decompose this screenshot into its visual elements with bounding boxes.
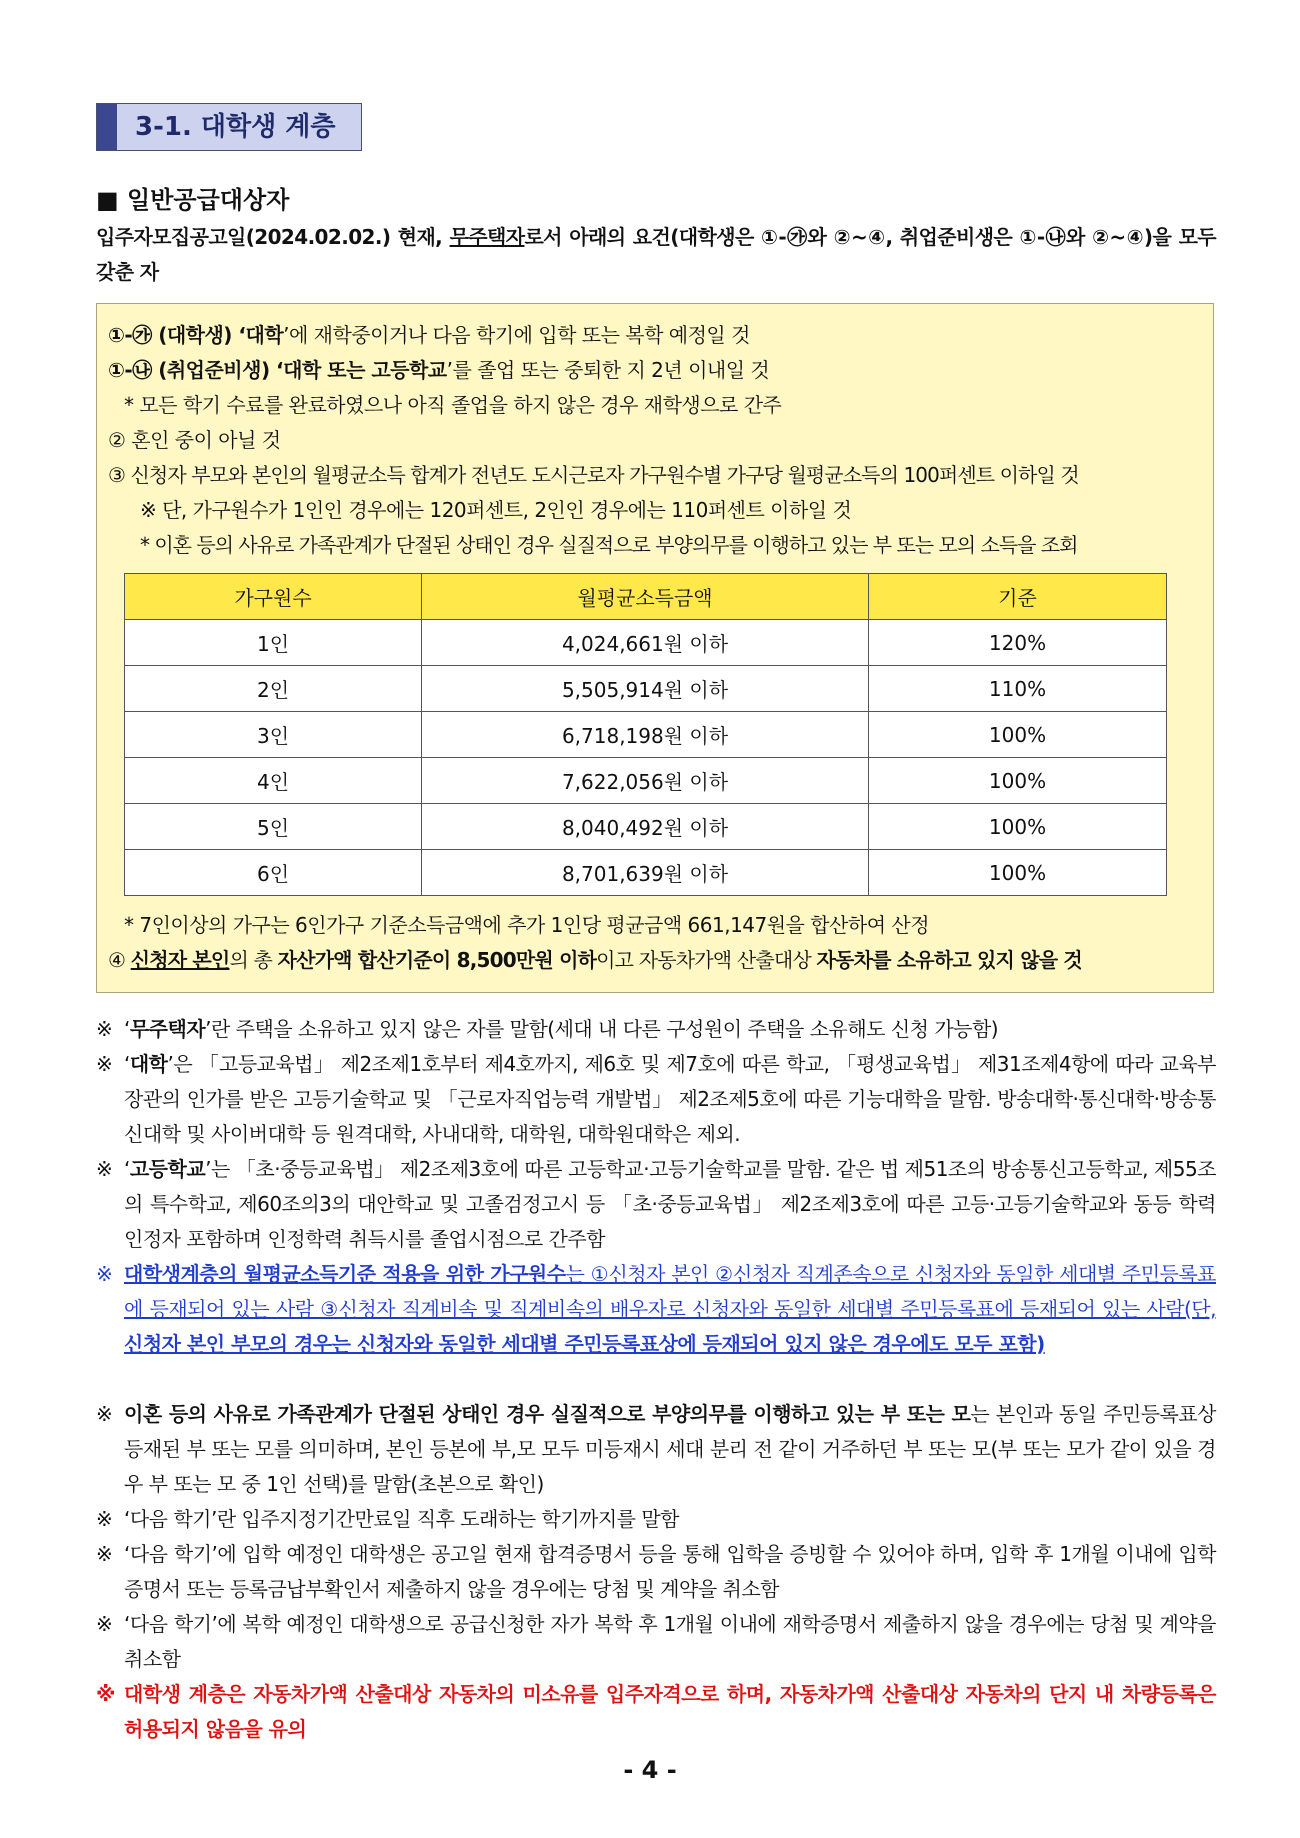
- cell-monthly-income: 8,040,492원 이하: [422, 804, 869, 850]
- header-monthly-income: 월평균소득금액: [422, 574, 869, 620]
- criterion-3-note-2: * 이혼 등의 사유로 가족관계가 단절된 상태인 경우 실질적으로 부양의무를 이행하고 있는 부 또는 모의 소득을 조회: [140, 533, 1078, 557]
- subheading: ■ 일반공급대상자: [96, 186, 290, 214]
- cell-criterion: 100%: [869, 712, 1167, 758]
- note-next-semester: [96, 1502, 1216, 1537]
- table-footnote: * 7인이상의 가구는 6인가구 기준소득금액에 추가 1인당 평균금액 661,147원을 합산하여 산정: [124, 913, 930, 937]
- cell-monthly-income: 6,718,198원 이하: [422, 712, 869, 758]
- criterion-1b-bold: 대학 또는 고등학교: [283, 358, 447, 382]
- intro-text-1: 입주자모집공고일(2024.02.02.) 현재,: [96, 225, 450, 249]
- note-body: 는 본인과 동일 주민등록표상 등재된 부 또는 모를 의미하며, 본인 등본에 부,모 모두 미등재시 세대 분리 전 같이 거주하던 부 또는 모(부 또는 모가 같이 있을 경우 부 또는 모 중 1인 선택)를 말함(초본으로 확인): [124, 1402, 1216, 1496]
- note-mark: ※: [96, 1542, 113, 1566]
- note-bold-term: 이혼 등의 사유로 가족관계가 단절된 상태인 경우 실질적으로 부양의무를 이행하고 있는 부 또는 모: [124, 1402, 971, 1426]
- note-admission: [96, 1537, 1216, 1607]
- note-mark: ※: [96, 1612, 113, 1636]
- cell-monthly-income: 4,024,661원 이하: [422, 620, 869, 666]
- note-quote: ‘: [124, 1017, 130, 1041]
- intro-paragraph: [96, 220, 1216, 290]
- criterion-1a: [108, 322, 750, 348]
- criterion-4-text-2: 이고 자동차가액 산출대상: [596, 948, 817, 972]
- criterion-1-note: * 모든 학기 수료를 완료하였으나 아직 졸업을 하지 않은 경우 재학생으로 간주: [124, 393, 782, 417]
- note-quote: ‘: [124, 1052, 130, 1076]
- cell-household-size: 5인: [125, 804, 422, 850]
- criterion-4-bold-1: 자산가액 합산기준이 8,500만원 이하: [277, 948, 597, 972]
- criterion-1a-prefix: ①-㉮ (대학생) ‘: [108, 323, 246, 347]
- note-term: 고등학교: [129, 1157, 206, 1181]
- criterion-1b-text: ’를 졸업 또는 중퇴한 지 2년 이내일 것: [446, 358, 770, 382]
- criterion-4-underlined: 신청자 본인: [130, 948, 230, 972]
- cell-criterion: 120%: [869, 620, 1167, 666]
- cell-criterion: 100%: [869, 850, 1167, 896]
- section-title-accent-bar: [97, 104, 117, 150]
- note-text: [124, 1152, 1216, 1257]
- note-quote: ‘: [124, 1157, 130, 1181]
- cell-household-size: 2인: [125, 666, 422, 712]
- table-row: [125, 712, 1167, 758]
- income-table: [124, 573, 1167, 896]
- note-mark: ※: [96, 1017, 113, 1041]
- note-term: 무주택자: [129, 1017, 206, 1041]
- criterion-4-text-1: 의 총: [229, 948, 278, 972]
- table-row: [125, 804, 1167, 850]
- note-text: ‘다음 학기’란 입주지정기간만료일 직후 도래하는 학기까지를 말함: [124, 1507, 679, 1531]
- note-text: ‘다음 학기’에 복학 예정인 대학생으로 공급신청한 자가 복학 후 1개월 이내에 재학증명서 제출하지 않을 경우에는 당첨 및 계약을 취소함: [124, 1612, 1216, 1671]
- cell-monthly-income: 8,701,639원 이하: [422, 850, 869, 896]
- note-vehicle-warning: [96, 1677, 1216, 1747]
- cell-household-size: 1인: [125, 620, 422, 666]
- criterion-1b: [108, 357, 769, 383]
- note-university: [96, 1047, 1216, 1152]
- criterion-3: ③ 신청자 부모와 본인의 월평균소득 합계가 전년도 도시근로자 가구원수별 가구당 월평균소득의 100퍼센트 이하일 것: [108, 463, 1079, 487]
- intro-text-2: 로서 아래의 요건(대학생은 ①-㉮와 ②~④, 취업준비생은 ①-㉯와 ②~④)을 모두 갖춘 자: [96, 225, 1217, 284]
- header-household-size: 가구원수: [125, 574, 422, 620]
- note-body: ’는 「초·중등교육법」 제2조제3호에 따른 고등학교·고등기술학교를 말함. 같은 법 제51조의 방송통신고등학교, 제55조의 특수학교, 제60조의3의 대안학교 및 고졸검정고시 등 「초·중등교육법」 제2조제3호에 따른 고등·고등기술학교와 동등 학력 인정자 포함하며 인정학력 취득시를 졸업시점으로 간주함: [124, 1157, 1216, 1251]
- criterion-1a-bold: 대학: [245, 323, 284, 347]
- cell-criterion: 100%: [869, 804, 1167, 850]
- page-number: - 4 -: [623, 1756, 677, 1784]
- note-mark: ※: [96, 1402, 113, 1426]
- note-term: 대학: [129, 1052, 168, 1076]
- note-body: 는 ①신청자 본인 ②신청자 직계존속으로 신청자와 동일한 세대별 주민등록표에 등재되어 있는 사람 ③신청자 직계비속 및 직계비속의 배우자로 신청자와 동일한 세대별 주민등록표에 등재되어 있는 사람(단,: [124, 1262, 1216, 1321]
- cell-criterion: 100%: [869, 758, 1167, 804]
- note-body: ’은 「고등교육법」 제2조제1호부터 제4호까지, 제6호 및 제7호에 따른 학교, 「평생교육법」 제31조제4항에 따라 교육부장관의 인가를 받은 고등기술학교 및 「근로자직업능력 개발법」 제2조제5호에 따른 기능대학을 말함. 방송대학·통신대학·방송통신대학 및 사이버대학 등 원격대학, 사내대학, 대학원, 대학원대학은 제외.: [124, 1052, 1216, 1146]
- section-title: 3-1. 대학생 계층: [135, 112, 336, 142]
- section-title-box: [96, 103, 362, 151]
- note-mark: ※: [96, 1507, 113, 1531]
- note-mark: ※: [96, 1157, 113, 1181]
- cell-criterion: 110%: [869, 666, 1167, 712]
- table-row: [125, 620, 1167, 666]
- note-bold-clause: 신청자 본인 부모의 경우는 신청자와 동일한 세대별 주민등록표상에 등재되어 있지 않은 경우에도 모두 포함): [124, 1332, 1045, 1356]
- note-homeless: [96, 1012, 1216, 1047]
- note-text: [124, 1047, 1216, 1152]
- note-text: [124, 1012, 1216, 1047]
- note-divorce: [96, 1397, 1216, 1502]
- note-household-count: [96, 1257, 1216, 1362]
- cell-household-size: 6인: [125, 850, 422, 896]
- note-return: [96, 1607, 1216, 1677]
- note-text: 대학생 계층은 자동차가액 산출대상 자동차의 미소유를 입주자격으로 하며, 자동차가액 산출대상 자동차의 단지 내 차량등록은 허용되지 않음을 유의: [124, 1682, 1216, 1741]
- criterion-2: ② 혼인 중이 아닐 것: [108, 428, 281, 452]
- note-high-school: [96, 1152, 1216, 1257]
- criterion-3-note-1: ※ 단, 가구원수가 1인인 경우에는 120퍼센트, 2인인 경우에는 110퍼센트 이하일 것: [140, 498, 852, 522]
- intro-underlined-term: 무주택자: [449, 225, 525, 249]
- cell-monthly-income: 7,622,056원 이하: [422, 758, 869, 804]
- note-text: [124, 1397, 1216, 1502]
- cell-monthly-income: 5,505,914원 이하: [422, 666, 869, 712]
- cell-household-size: 4인: [125, 758, 422, 804]
- table-row: [125, 666, 1167, 712]
- criterion-4-bold-2: 자동차를 소유하고 있지 않을 것: [816, 948, 1082, 972]
- cell-household-size: 3인: [125, 712, 422, 758]
- criterion-1b-prefix: ①-㉯ (취업준비생) ‘: [108, 358, 284, 382]
- criterion-1a-text: ’에 재학중이거나 다음 학기에 입학 또는 복학 예정일 것: [283, 323, 750, 347]
- table-row: [125, 758, 1167, 804]
- header-criterion: 기준: [869, 574, 1167, 620]
- note-text: ‘다음 학기’에 입학 예정인 대학생은 공고일 현재 합격증명서 등을 통해 입학을 증빙할 수 있어야 하며, 입학 후 1개월 이내에 입학증명서 또는 등록금납부확인서 제출하지 않을 경우에는 당첨 및 계약을 취소함: [124, 1542, 1216, 1601]
- table-row: [125, 850, 1167, 896]
- criterion-4: [108, 947, 1082, 973]
- note-mark: ※: [96, 1052, 113, 1076]
- note-mark: ※: [96, 1262, 113, 1286]
- note-body: ’란 주택을 소유하고 있지 않은 자를 말함(세대 내 다른 구성원이 주택을 소유해도 신청 가능함): [205, 1017, 999, 1041]
- note-bold-term: 대학생계층의 월평균소득기준 적용을 위한 가구원수: [124, 1262, 566, 1286]
- note-mark: ※: [96, 1682, 115, 1706]
- income-table-header-row: [125, 574, 1167, 620]
- note-text: [124, 1257, 1216, 1362]
- criterion-4-number: ④: [108, 948, 131, 972]
